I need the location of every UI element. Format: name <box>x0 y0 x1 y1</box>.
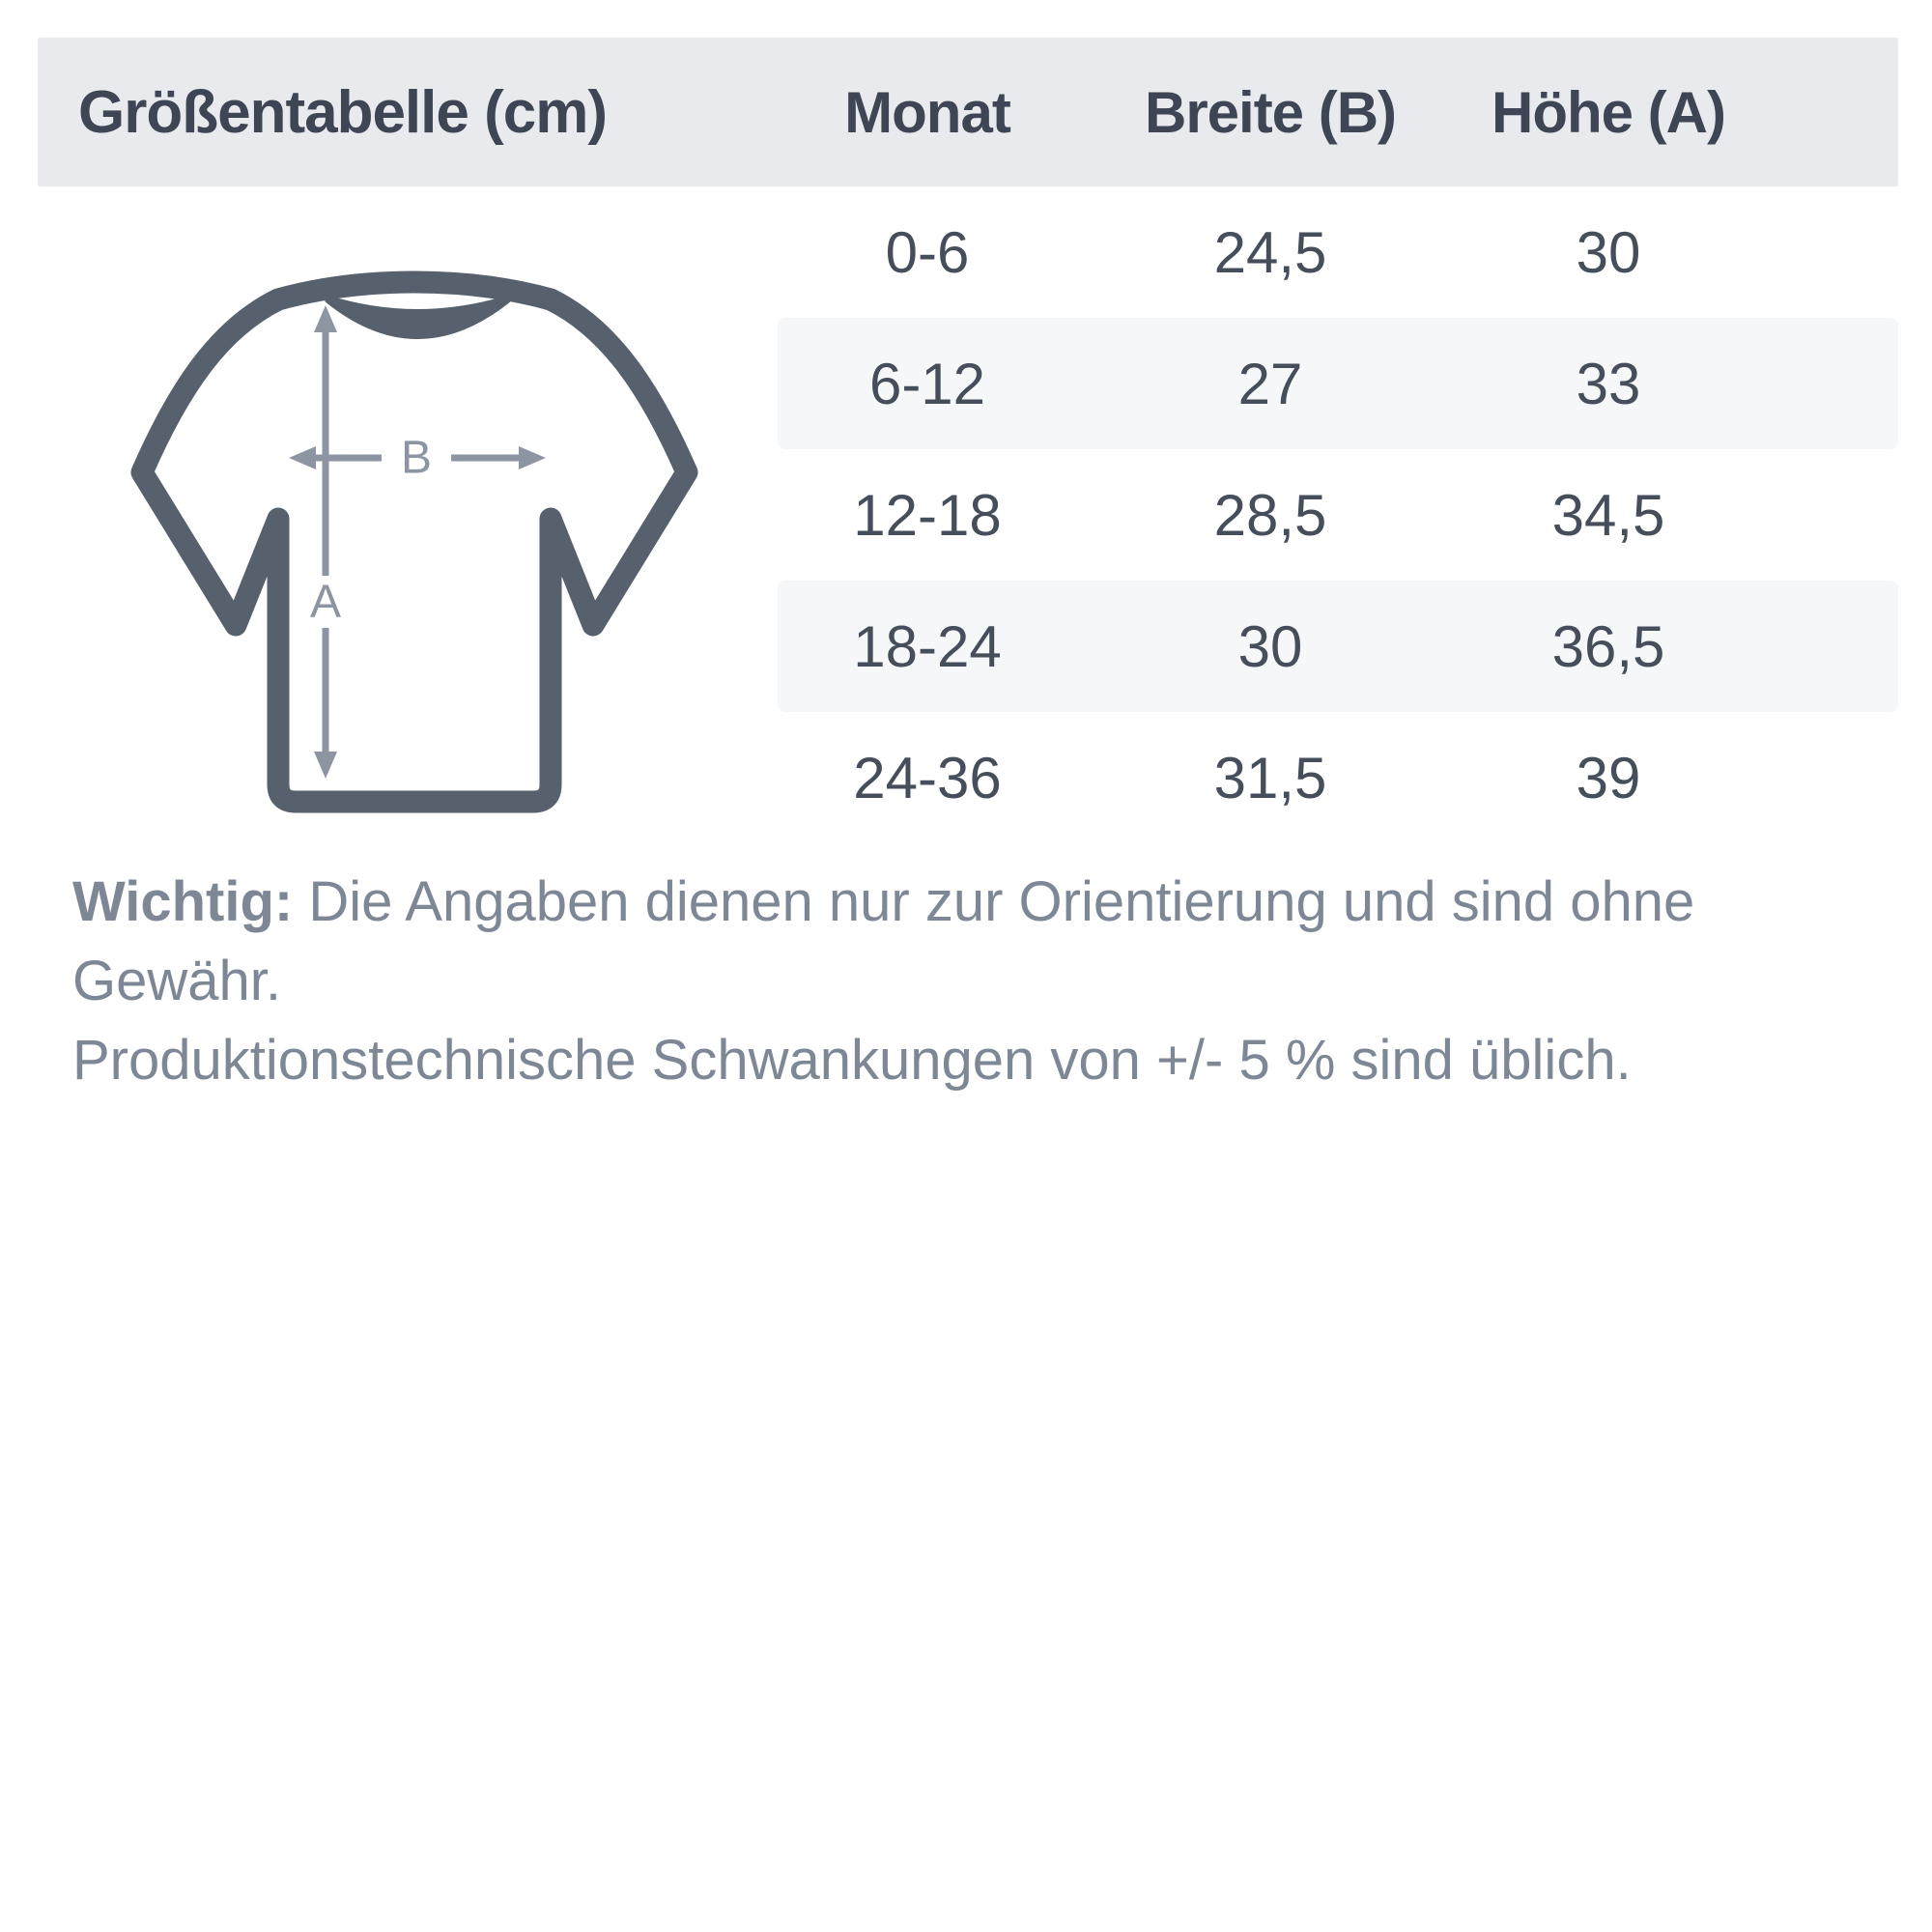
disclaimer-line2: Produktionstechnische Schwankungen von +/- 5 % sind üblich. <box>72 1029 1632 1092</box>
table-row <box>778 712 1898 843</box>
cell-breite: 28,5 <box>1213 482 1327 548</box>
table-row <box>778 581 1898 712</box>
tshirt-measurement-diagram <box>101 205 705 818</box>
cell-monat: 18-24 <box>853 613 1002 679</box>
cell-breite: 31,5 <box>1213 745 1327 810</box>
cell-hoehe: 39 <box>1576 745 1641 810</box>
cell-hoehe: 33 <box>1576 351 1641 416</box>
height-arrow-label: A <box>309 576 342 628</box>
tshirt-icon <box>101 205 705 818</box>
cell-spacer <box>1753 712 1898 843</box>
cell-hoehe: 30 <box>1576 219 1641 285</box>
disclaimer-note <box>72 863 1889 1100</box>
cell-monat: 6-12 <box>868 351 986 416</box>
column-header-hoehe: Höhe (A) <box>1492 79 1725 145</box>
size-table-header-bar <box>38 38 1898 186</box>
column-header-spacer <box>1753 38 1898 186</box>
width-arrow-label: B <box>400 432 433 484</box>
column-header-breite: Breite (B) <box>1144 79 1397 145</box>
tshirt-outline <box>142 282 687 802</box>
cell-breite: 30 <box>1237 613 1303 679</box>
table-row <box>778 186 1898 318</box>
cell-monat: 24-36 <box>853 745 1002 810</box>
cell-spacer <box>1753 186 1898 318</box>
cell-breite: 24,5 <box>1213 219 1327 285</box>
disclaimer-line1-text: Die Angaben dienen nur zur Orientierung und sind ohne Gewähr. <box>72 870 1695 1012</box>
column-headers <box>778 38 1898 186</box>
table-row <box>778 449 1898 581</box>
cell-spacer <box>1753 581 1898 712</box>
cell-hoehe: 34,5 <box>1551 482 1665 548</box>
disclaimer-line1 <box>72 870 1694 1012</box>
cell-breite: 27 <box>1237 351 1303 416</box>
column-header-monat: Monat <box>844 79 1010 145</box>
page-title: Größentabelle (cm) <box>78 78 607 146</box>
cell-hoehe: 36,5 <box>1551 613 1665 679</box>
cell-monat: 0-6 <box>885 219 970 285</box>
table-row <box>778 318 1898 449</box>
size-table-rows <box>778 186 1898 843</box>
cell-spacer <box>1753 449 1898 581</box>
disclaimer-bold-label: Wichtig: <box>72 870 294 933</box>
cell-spacer <box>1753 318 1898 449</box>
cell-monat: 12-18 <box>853 482 1002 548</box>
